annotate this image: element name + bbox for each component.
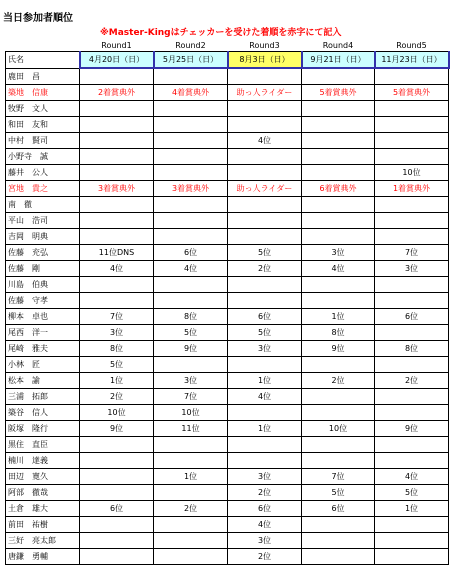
participant-row — [6, 293, 449, 309]
result-cell — [154, 133, 228, 149]
result-cell — [154, 453, 228, 469]
result-cell: 3位 — [228, 533, 302, 549]
results-table — [5, 40, 450, 565]
participant-row — [6, 357, 449, 373]
participant-name: 吉岡 明典 — [6, 229, 80, 245]
result-cell — [228, 149, 302, 165]
name-column-header: 氏名 — [6, 52, 80, 69]
result-cell — [80, 485, 154, 501]
participant-name: 前田 祐樹 — [6, 517, 80, 533]
result-cell — [80, 101, 154, 117]
participant-row — [6, 68, 449, 85]
participant-row — [6, 165, 449, 181]
result-cell: 6位 — [80, 501, 154, 517]
result-cell — [80, 277, 154, 293]
round-label-row — [6, 40, 449, 52]
result-cell — [228, 453, 302, 469]
round-label: Round5 — [396, 41, 427, 50]
result-cell: 2位 — [375, 373, 449, 389]
result-cell — [375, 357, 449, 373]
participant-row — [6, 341, 449, 357]
result-cell: 1位 — [154, 469, 228, 485]
result-cell: 1位 — [228, 373, 302, 389]
result-cell — [80, 149, 154, 165]
result-cell — [154, 517, 228, 533]
participant-name: 黒住 直臣 — [6, 437, 80, 453]
result-cell — [302, 68, 375, 85]
participant-name: 小林 匠 — [6, 357, 80, 373]
result-cell — [375, 293, 449, 309]
participant-row — [6, 181, 449, 197]
result-cell — [375, 549, 449, 565]
result-cell: 9位 — [375, 421, 449, 437]
result-cell — [375, 229, 449, 245]
result-cell: 5位 — [375, 485, 449, 501]
result-cell — [228, 357, 302, 373]
result-cell — [80, 213, 154, 229]
result-cell — [154, 357, 228, 373]
result-cell: 6着賞典外 — [302, 181, 375, 197]
result-cell — [80, 133, 154, 149]
result-cell — [375, 101, 449, 117]
round-label: Round2 — [175, 41, 206, 50]
result-cell — [302, 133, 375, 149]
result-cell — [154, 68, 228, 85]
result-cell — [154, 165, 228, 181]
result-cell — [80, 453, 154, 469]
result-cell — [80, 229, 154, 245]
result-cell — [80, 165, 154, 181]
result-cell: 2位 — [228, 485, 302, 501]
result-cell: 4位 — [302, 261, 375, 277]
result-cell: 10位 — [302, 421, 375, 437]
result-cell: 6位 — [375, 309, 449, 325]
result-cell — [80, 469, 154, 485]
participant-name: 唐鎌 勇輔 — [6, 549, 80, 565]
corner-cell — [6, 40, 80, 52]
participant-name: 川島 伯典 — [6, 277, 80, 293]
participant-row — [6, 197, 449, 213]
participant-name: 土倉 雄大 — [6, 501, 80, 517]
result-cell — [302, 533, 375, 549]
result-cell — [80, 549, 154, 565]
participant-name: 佐藤 守孝 — [6, 293, 80, 309]
participant-row — [6, 229, 449, 245]
result-cell — [154, 549, 228, 565]
result-cell: 3着賞典外 — [80, 181, 154, 197]
result-cell — [375, 533, 449, 549]
participant-row — [6, 213, 449, 229]
result-cell — [228, 68, 302, 85]
participant-row — [6, 389, 449, 405]
result-cell — [375, 197, 449, 213]
participant-row — [6, 101, 449, 117]
participant-row — [6, 373, 449, 389]
result-cell — [302, 437, 375, 453]
result-cell: 4位 — [80, 261, 154, 277]
result-cell: 5位 — [228, 325, 302, 341]
result-cell: 3位 — [154, 373, 228, 389]
result-cell: 3位 — [80, 325, 154, 341]
result-cell — [228, 213, 302, 229]
round-date-header: 9月21日（日） — [302, 52, 375, 69]
result-cell: 2位 — [80, 389, 154, 405]
result-cell: 6位 — [228, 501, 302, 517]
result-cell: 1位 — [302, 309, 375, 325]
notice-text: ※Master-Kingはチェッカーを受けた着順を赤字にて記入 — [100, 28, 342, 38]
participant-row — [6, 149, 449, 165]
result-cell: 6位 — [228, 309, 302, 325]
result-cell: 5着賞典外 — [375, 85, 449, 101]
result-cell — [302, 453, 375, 469]
result-cell: 5位 — [228, 245, 302, 261]
result-cell — [154, 277, 228, 293]
result-cell: 11位DNS — [80, 245, 154, 261]
participant-name: 阿部 徹哉 — [6, 485, 80, 501]
participant-name: 柳本 卓也 — [6, 309, 80, 325]
participant-row — [6, 405, 449, 421]
result-cell: 1位 — [228, 421, 302, 437]
result-cell — [80, 293, 154, 309]
header-row — [6, 52, 449, 69]
result-cell: 4位 — [228, 133, 302, 149]
result-cell — [80, 117, 154, 133]
participant-row — [6, 85, 449, 101]
participant-row — [6, 533, 449, 549]
result-cell — [375, 517, 449, 533]
result-cell: 5位 — [302, 485, 375, 501]
result-cell: 9位 — [302, 341, 375, 357]
result-cell — [154, 197, 228, 213]
result-cell: 10位 — [375, 165, 449, 181]
result-cell: 2着賞典外 — [80, 85, 154, 101]
participant-row — [6, 309, 449, 325]
participant-row — [6, 133, 449, 149]
result-cell — [375, 133, 449, 149]
participant-name: 尾西 洋一 — [6, 325, 80, 341]
result-cell — [228, 229, 302, 245]
result-cell — [375, 325, 449, 341]
result-cell — [302, 549, 375, 565]
result-cell — [154, 293, 228, 309]
result-cell — [302, 197, 375, 213]
participant-row — [6, 325, 449, 341]
result-cell — [228, 165, 302, 181]
result-cell — [80, 68, 154, 85]
result-cell — [154, 213, 228, 229]
result-cell — [228, 101, 302, 117]
result-cell — [154, 533, 228, 549]
result-cell — [154, 149, 228, 165]
result-cell: 6位 — [154, 245, 228, 261]
result-cell: 9位 — [154, 341, 228, 357]
participant-name: 平山 浩司 — [6, 213, 80, 229]
result-cell: 助っ人ライダー — [228, 85, 302, 101]
result-cell — [154, 229, 228, 245]
result-cell — [375, 389, 449, 405]
result-cell: 2位 — [228, 261, 302, 277]
result-cell: 10位 — [154, 405, 228, 421]
result-cell: 4位 — [375, 469, 449, 485]
round-date-header: 5月25日（日） — [154, 52, 228, 69]
participant-row — [6, 453, 449, 469]
result-cell: 助っ人ライダー — [228, 181, 302, 197]
result-cell: 2位 — [154, 501, 228, 517]
result-cell — [228, 117, 302, 133]
result-cell — [154, 101, 228, 117]
result-cell: 1位 — [80, 373, 154, 389]
result-cell — [80, 197, 154, 213]
result-cell: 5着賞典外 — [302, 85, 375, 101]
result-cell — [154, 485, 228, 501]
result-cell: 3位 — [375, 261, 449, 277]
result-cell: 7位 — [80, 309, 154, 325]
result-cell — [302, 229, 375, 245]
result-cell: 9位 — [80, 421, 154, 437]
round-label: Round3 — [249, 41, 280, 50]
participant-row — [6, 469, 449, 485]
participant-row — [6, 261, 449, 277]
result-cell — [375, 453, 449, 469]
participant-row — [6, 421, 449, 437]
round-date-header: 11月23日（日） — [375, 52, 449, 69]
result-cell: 11位 — [154, 421, 228, 437]
participant-row — [6, 245, 449, 261]
round-label: Round4 — [322, 41, 354, 50]
participant-name: 田辺 寛久 — [6, 469, 80, 485]
result-cell — [228, 405, 302, 421]
participant-row — [6, 117, 449, 133]
round-date-header: 4月20日（日） — [80, 52, 154, 69]
participant-row — [6, 549, 449, 565]
result-cell — [80, 533, 154, 549]
result-cell — [228, 197, 302, 213]
result-cell: 7位 — [154, 389, 228, 405]
participant-name: 宮地 貴之 — [6, 181, 80, 197]
result-cell — [302, 117, 375, 133]
participant-name: 鹿田 昌 — [6, 68, 80, 85]
result-cell: 8位 — [80, 341, 154, 357]
result-cell — [80, 517, 154, 533]
participant-name: 築地 信康 — [6, 85, 80, 101]
participant-row — [6, 437, 449, 453]
result-cell: 7位 — [302, 469, 375, 485]
round-date-header: 8月3日（日） — [228, 52, 302, 69]
participant-row — [6, 517, 449, 533]
result-cell: 3位 — [302, 245, 375, 261]
result-cell: 5位 — [154, 325, 228, 341]
result-cell: 3着賞典外 — [154, 181, 228, 197]
participant-row — [6, 277, 449, 293]
result-cell — [302, 149, 375, 165]
participant-name: 楠川 達義 — [6, 453, 80, 469]
result-cell: 4位 — [228, 389, 302, 405]
result-cell: 8位 — [375, 341, 449, 357]
results-table-body — [6, 40, 449, 565]
participant-name: 阪塚 隆行 — [6, 421, 80, 437]
result-cell — [302, 517, 375, 533]
result-cell: 1着賞典外 — [375, 181, 449, 197]
result-cell — [375, 437, 449, 453]
result-cell: 4位 — [154, 261, 228, 277]
result-cell: 6位 — [302, 501, 375, 517]
participant-row — [6, 501, 449, 517]
result-cell — [228, 277, 302, 293]
result-cell: 3位 — [228, 341, 302, 357]
result-cell — [154, 117, 228, 133]
page-title: 当日参加者順位 — [3, 13, 73, 24]
result-cell — [302, 293, 375, 309]
result-cell — [375, 68, 449, 85]
result-cell — [375, 277, 449, 293]
result-cell: 7位 — [375, 245, 449, 261]
participant-name: 和田 友和 — [6, 117, 80, 133]
result-cell: 2位 — [228, 549, 302, 565]
result-cell — [302, 277, 375, 293]
result-cell: 10位 — [80, 405, 154, 421]
participant-name: 松本 諭 — [6, 373, 80, 389]
participant-row — [6, 485, 449, 501]
participant-name: 牧野 文人 — [6, 101, 80, 117]
result-cell — [375, 117, 449, 133]
result-cell — [302, 213, 375, 229]
participant-name: 藤井 公人 — [6, 165, 80, 181]
participant-name: 築谷 信人 — [6, 405, 80, 421]
result-cell — [228, 437, 302, 453]
result-cell: 4位 — [228, 517, 302, 533]
result-cell — [228, 293, 302, 309]
result-cell — [375, 149, 449, 165]
result-cell — [375, 213, 449, 229]
result-cell — [80, 437, 154, 453]
participant-name: 小野寺 誠 — [6, 149, 80, 165]
result-cell: 1位 — [375, 501, 449, 517]
result-cell: 3位 — [228, 469, 302, 485]
participant-name: 三好 亮太郎 — [6, 533, 80, 549]
result-cell: 8位 — [154, 309, 228, 325]
participant-name: 佐藤 充弘 — [6, 245, 80, 261]
participant-name: 中村 賢司 — [6, 133, 80, 149]
participant-name: 三浦 拓郎 — [6, 389, 80, 405]
result-cell: 5位 — [80, 357, 154, 373]
result-cell: 8位 — [302, 325, 375, 341]
participant-name: 佐藤 剛 — [6, 261, 80, 277]
participant-name: 南 徹 — [6, 197, 80, 213]
result-cell: 4着賞典外 — [154, 85, 228, 101]
result-cell — [375, 405, 449, 421]
participant-name: 尾崎 雅夫 — [6, 341, 80, 357]
result-cell — [154, 437, 228, 453]
result-cell — [302, 101, 375, 117]
result-cell — [302, 389, 375, 405]
result-cell — [302, 165, 375, 181]
result-cell — [302, 405, 375, 421]
result-cell — [302, 357, 375, 373]
result-cell: 2位 — [302, 373, 375, 389]
round-label: Round1 — [101, 41, 132, 50]
